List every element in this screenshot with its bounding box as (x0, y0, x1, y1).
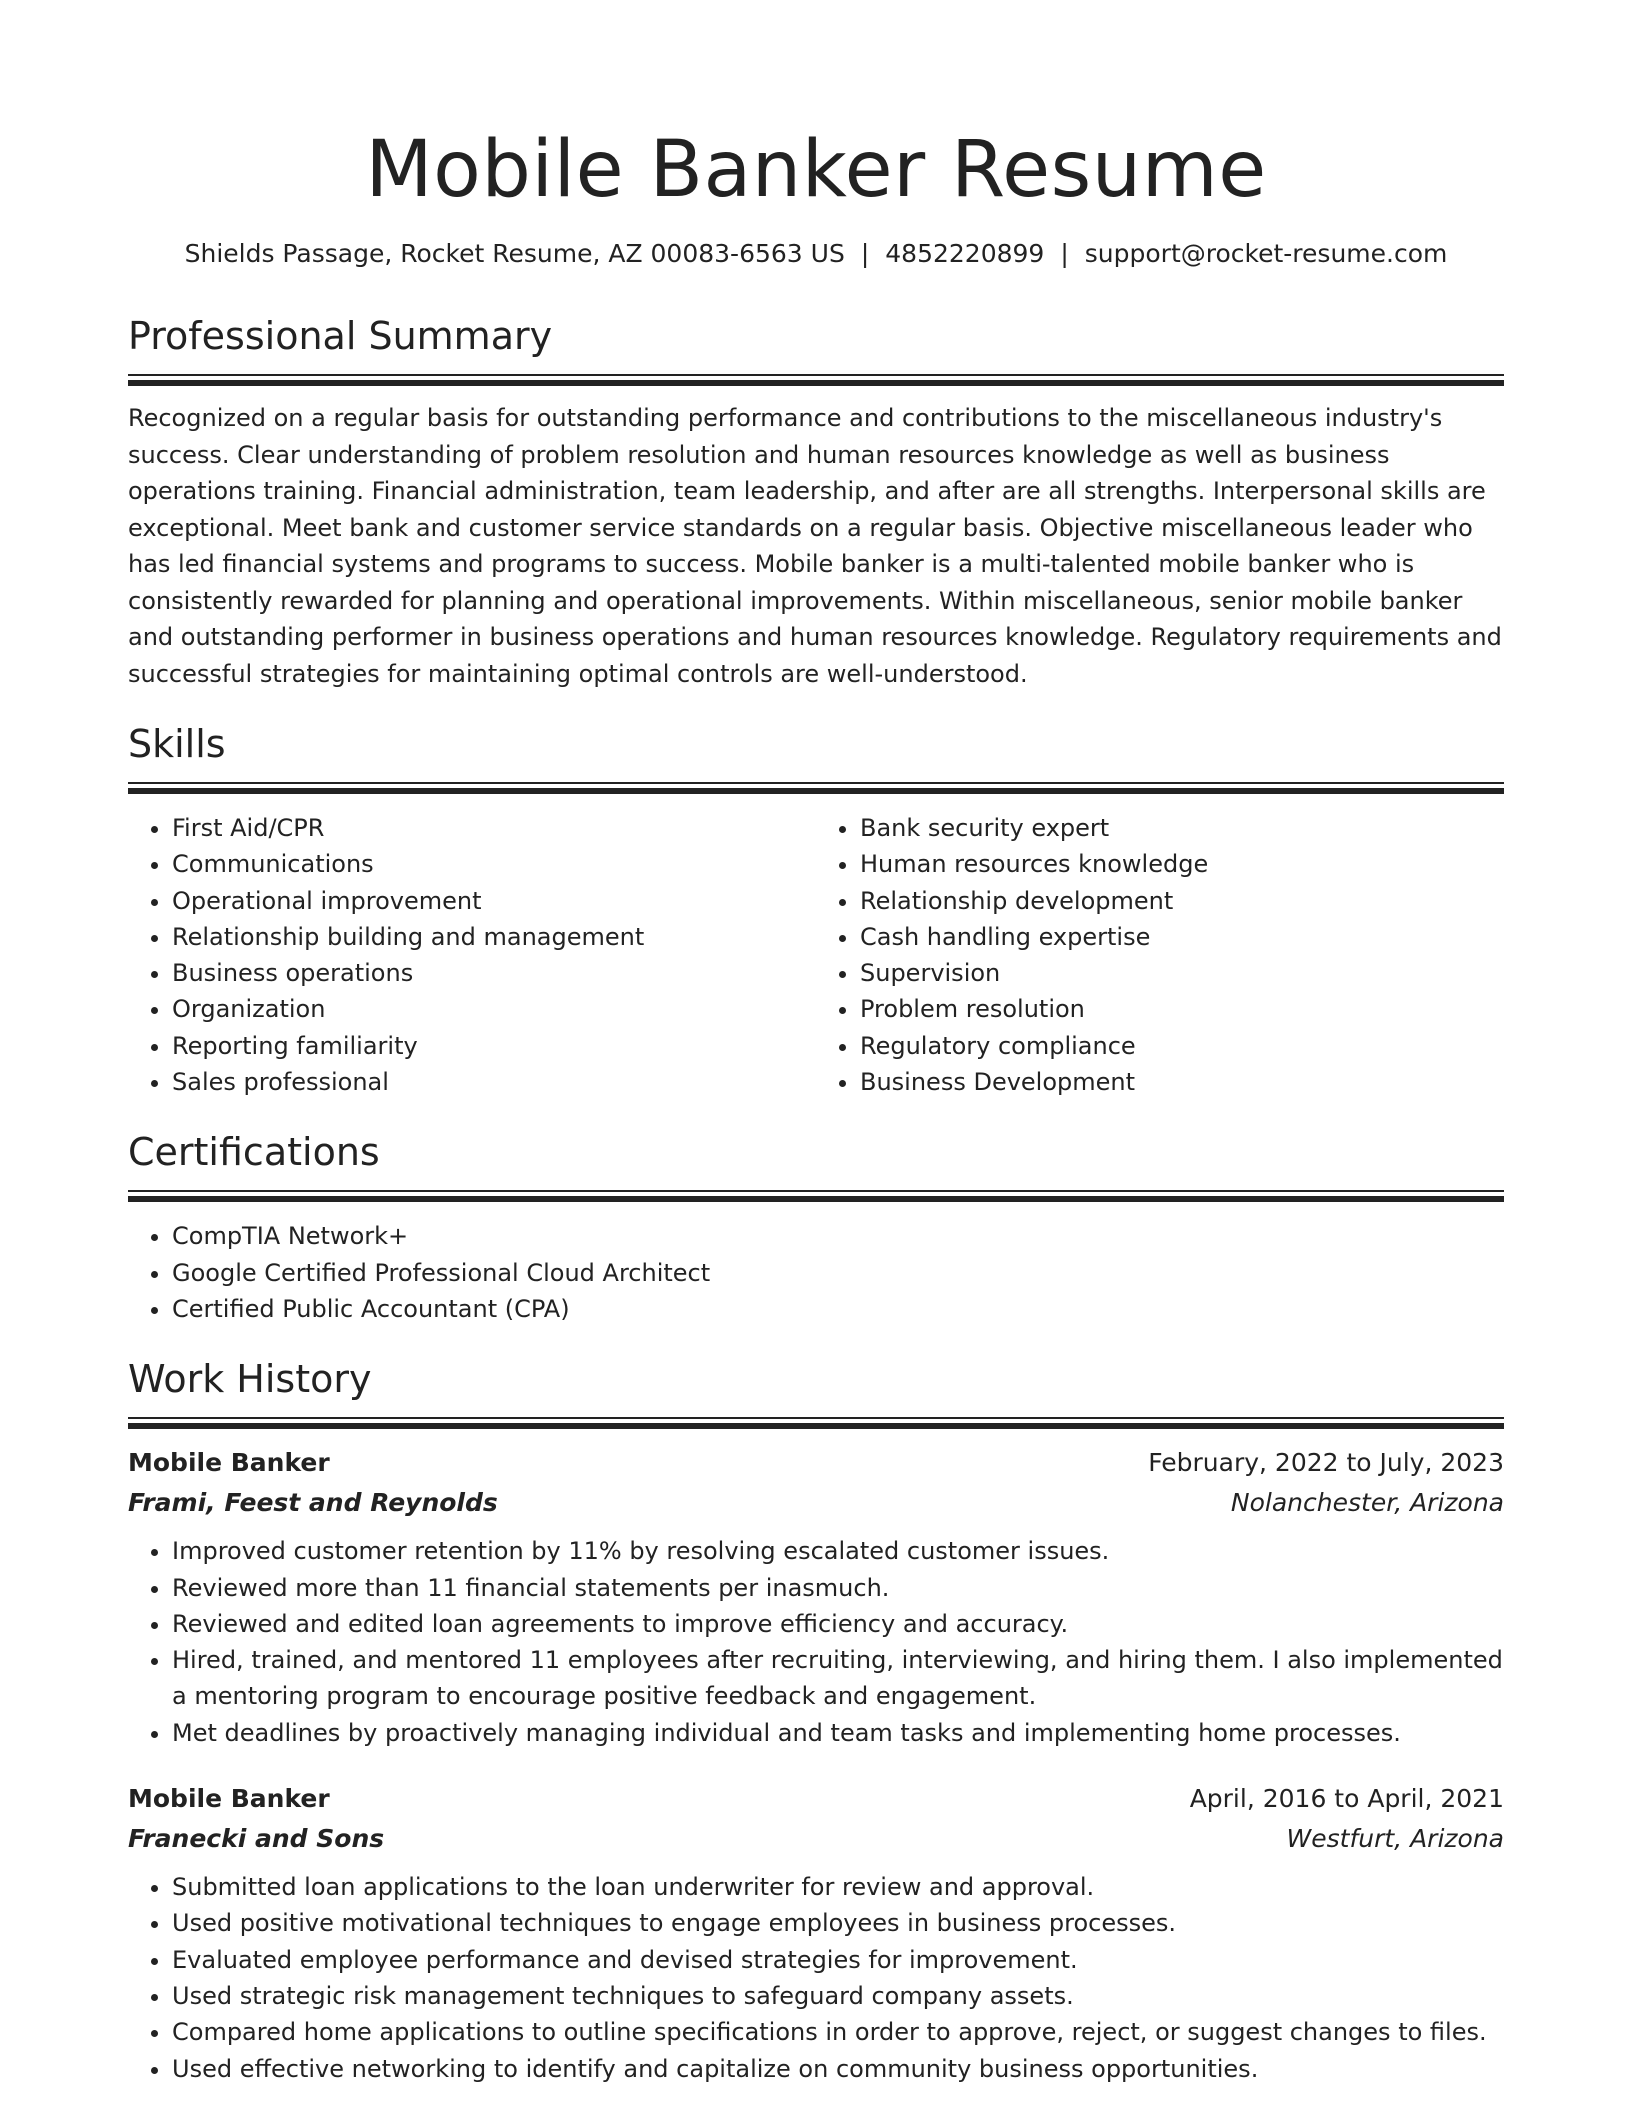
contact-separator: | (860, 239, 870, 268)
section-divider (128, 782, 1504, 794)
job-bullet: • Reviewed more than 11 financial statements per inasmuch. (172, 1570, 1504, 1606)
resume-page (128, 0, 1504, 2087)
skill-item: • Business operations (172, 955, 816, 991)
job-location: Nolanchester, Arizona (1230, 1488, 1504, 1518)
skill-item: • Human resources knowledge (860, 846, 1504, 882)
certifications-section (128, 1126, 1504, 1327)
skill-item: • Organization (172, 991, 816, 1027)
certifications-list (128, 1218, 1504, 1327)
contact-line (128, 236, 1504, 272)
job-bullet: • Compared home applications to outline specifications in order to approve, reject, or suggest changes to files. (172, 2014, 1504, 2050)
skill-item: • Communications (172, 846, 816, 882)
job-header (128, 1779, 1504, 1819)
section-title-certifications: Certifications (128, 1130, 380, 1175)
job-subheader (128, 1483, 1504, 1523)
summary-section (128, 310, 1504, 692)
job-bullets (128, 1533, 1504, 1751)
job-company: Frami, Feest and Reynolds (128, 1488, 498, 1518)
job-bullet: • Evaluated employee performance and devised strategies for improvement. (172, 1942, 1504, 1978)
certification-item: • Certified Public Accountant (CPA) (172, 1291, 1504, 1327)
section-title-summary: Professional Summary (128, 314, 553, 358)
skills-grid (128, 810, 1504, 1100)
certification-item: • CompTIA Network+ (172, 1218, 1504, 1254)
skill-item: • Bank security expert (860, 810, 1504, 846)
job-bullet: • Used positive motivational techniques to engage employees in business processes. (172, 1905, 1504, 1941)
job-entry (128, 1443, 1504, 1751)
contact-email: support@rocket-resume.com (1084, 239, 1448, 268)
job-bullet: • Improved customer retention by 11% by resolving escalated customer issues. (172, 1533, 1504, 1569)
job-subheader (128, 1819, 1504, 1859)
job-title: Mobile Banker (128, 1448, 330, 1478)
skill-item: • Regulatory compliance (860, 1028, 1504, 1064)
section-divider (128, 374, 1504, 386)
work-history-section (128, 1353, 1504, 2087)
skill-item: • Relationship development (860, 883, 1504, 919)
contact-address: Shields Passage, Rocket Resume, AZ 00083-6563 US (184, 239, 845, 268)
skill-item: • Relationship building and management (172, 919, 816, 955)
job-bullet: • Reviewed and edited loan agreements to improve efficiency and accuracy. (172, 1606, 1504, 1642)
job-dates: February, 2022 to July, 2023 (1148, 1448, 1504, 1478)
skills-list-right (816, 810, 1504, 1100)
job-header (128, 1443, 1504, 1483)
job-title: Mobile Banker (128, 1784, 330, 1814)
skills-list-left (128, 810, 816, 1100)
skill-item: • Business Development (860, 1064, 1504, 1100)
contact-separator: | (1060, 239, 1069, 268)
job-bullets (128, 1869, 1504, 2087)
section-divider (128, 1190, 1504, 1202)
skill-item: • Sales professional (172, 1064, 816, 1100)
job-bullet: • Submitted loan applications to the loan underwriter for review and approval. (172, 1869, 1504, 1905)
skill-item: • Cash handling expertise (860, 919, 1504, 955)
skill-item: • Problem resolution (860, 991, 1504, 1027)
section-title-work-history: Work History (128, 1357, 372, 1402)
resume-title: Mobile Banker Resume (365, 125, 1267, 215)
summary-text: Recognized on a regular basis for outstanding performance and contributions to the miscellaneous industry's success. Clear understanding of problem resolution and human resources knowledge as well as business operations training. Financial administration, team leadership, and after are all strengths. Interpersonal skills are exceptional. Meet bank and customer service standards on a regular basis. Objective miscellaneous leader who has led financial systems and programs to success. Mobile banker is a multi-talented mobile banker who is consistently rewarded for planning and operational improvements. Within miscellaneous, senior mobile banker and outstanding performer in business operations and human resources knowledge. Regulatory requirements and successful strategies for maintaining optimal controls are well-understood. (128, 404, 1502, 688)
section-title-skills: Skills (128, 722, 226, 766)
section-divider (128, 1417, 1504, 1429)
job-bullet: • Met deadlines by proactively managing individual and team tasks and implementing home processes. (172, 1715, 1504, 1751)
job-company: Franecki and Sons (128, 1824, 385, 1854)
skill-item: • Supervision (860, 955, 1504, 991)
job-entry (128, 1779, 1504, 2087)
job-bullet: • Used effective networking to identify and capitalize on community business opportunities. (172, 2051, 1504, 2087)
certification-item: • Google Certified Professional Cloud Architect (172, 1255, 1504, 1291)
job-bullet: • Used strategic risk management techniques to safeguard company assets. (172, 1978, 1504, 2014)
job-bullet: • Hired, trained, and mentored 11 employees after recruiting, interviewing, and hiring them. I also implemented a mentoring program to encourage positive feedback and engagement. (172, 1642, 1504, 1715)
skill-item: • First Aid/CPR (172, 810, 816, 846)
job-dates: April, 2016 to April, 2021 (1189, 1784, 1504, 1814)
skill-item: • Reporting familiarity (172, 1028, 816, 1064)
job-location: Westfurt, Arizona (1286, 1824, 1504, 1854)
contact-phone: 4852220899 (885, 239, 1045, 268)
skill-item: • Operational improvement (172, 883, 816, 919)
skills-section (128, 718, 1504, 1100)
